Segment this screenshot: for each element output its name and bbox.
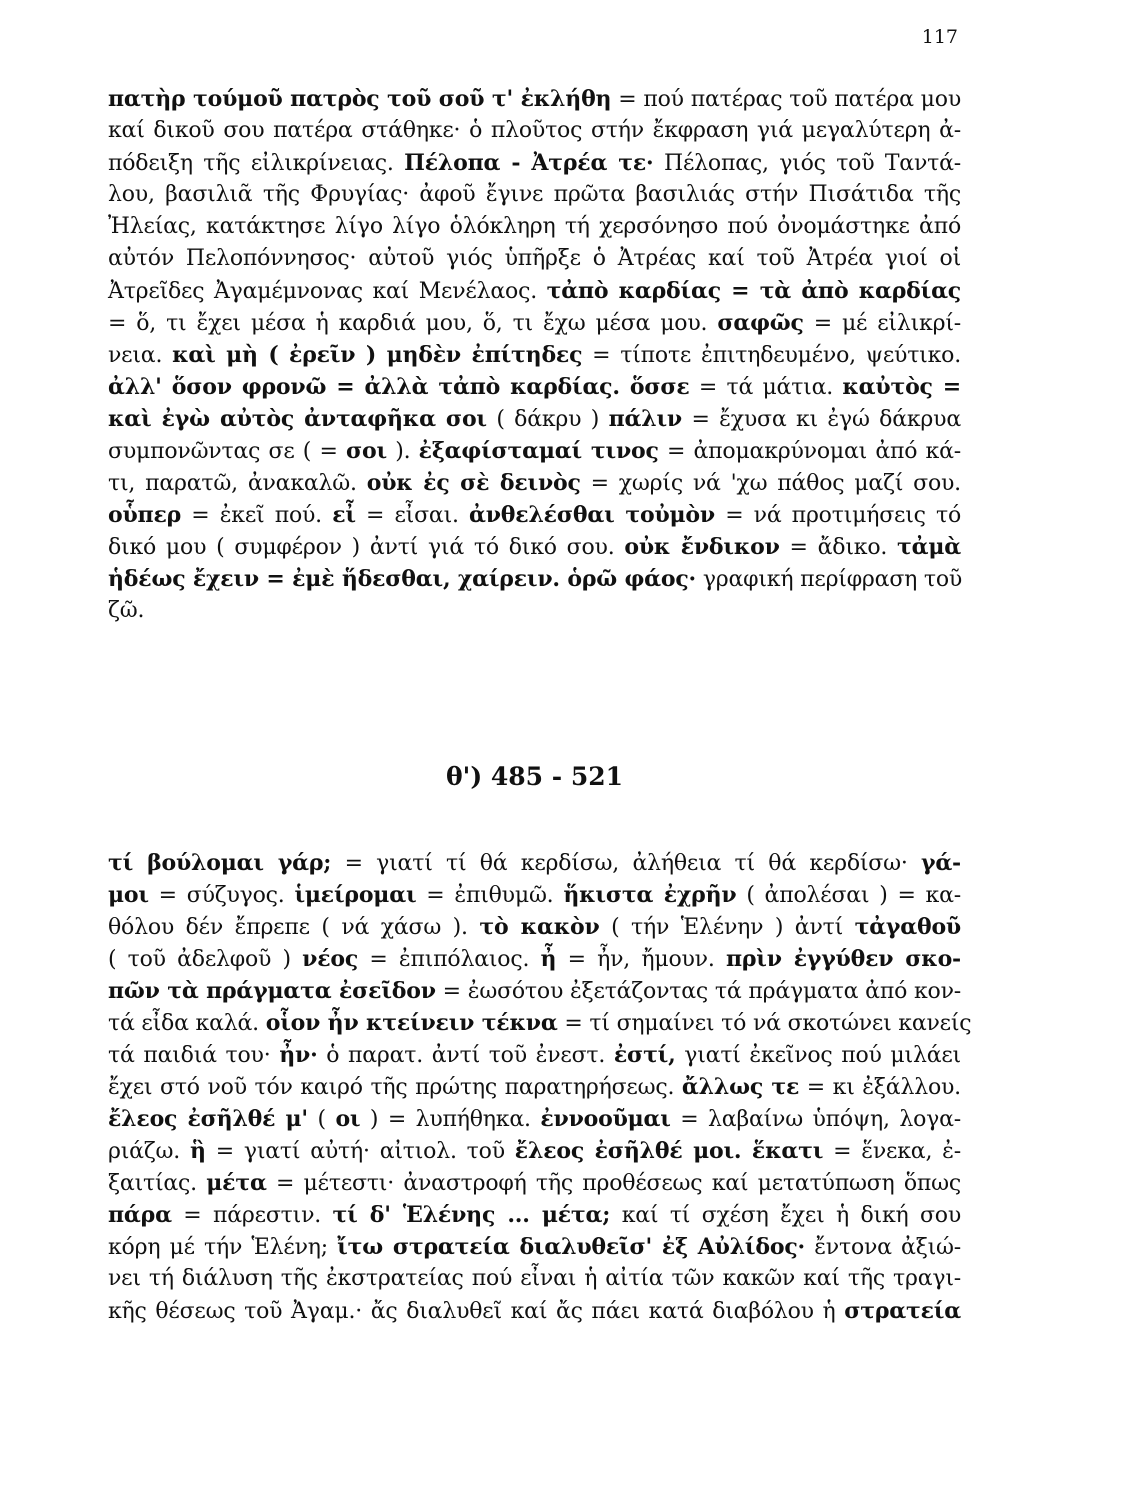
gloss-text: συμπονῶντας σε ( = bbox=[108, 439, 346, 464]
gloss-text: = κι ἐξάλλου. bbox=[799, 1075, 961, 1100]
text-line bbox=[108, 115, 961, 147]
lemma-term: ἀνθελέσθαι τοὐμὸν bbox=[469, 502, 715, 528]
lemma-term: τἀμὰ bbox=[897, 534, 961, 560]
gloss-text: Ἠλείας, κατάκτησε λίγο λίγο ὁλόκληρη τή χερσόνησο πού ὀνομάστηκε ἀπό bbox=[108, 214, 961, 239]
gloss-text: = ἐωσότου ἐξετάζοντας τά πράγματα ἀπό κον- bbox=[435, 979, 961, 1004]
gloss-text: = μέτεστι· ἀναστροφή τῆς προθέσεως καί μετατύπωση ὅπως bbox=[266, 1171, 961, 1196]
gloss-text: θόλου δέν ἔπρεπε ( νά χάσω ). bbox=[108, 915, 480, 940]
text-line bbox=[108, 211, 961, 243]
lemma-term: ἀλλ' ὅσον φρονῶ = ἀλλὰ τἀπὸ καρδίας. ὅσσε bbox=[108, 374, 690, 400]
lemma-term: καὐτὸς = bbox=[842, 374, 961, 400]
gloss-text: νει τή διάλυση τῆς ἐκστρατείας πού εἶναι ἡ αἰτία τῶν κακῶν καί τῆς τραγι- bbox=[108, 1266, 961, 1291]
gloss-text: = γιατί τί θά κερδίσω, ἀλήθεια τί θά κερδίσω· bbox=[331, 851, 921, 876]
gloss-text: ). bbox=[386, 439, 419, 464]
gloss-text: = πάρεστιν. bbox=[171, 1203, 333, 1228]
text-line bbox=[108, 435, 961, 467]
commentary-block-2 bbox=[108, 847, 972, 1327]
gloss-text: = πού πατέρας τοῦ πατέρα μου bbox=[611, 87, 961, 112]
lemma-term: ἐστί, bbox=[613, 1042, 676, 1068]
gloss-text: = ὅ, τι ἔχει μέσα ἡ καρδιά μου, ὅ, τι ἔχω μέσα μου. bbox=[108, 311, 718, 336]
commentary-block-1 bbox=[108, 83, 961, 627]
lemma-term: ἡδέως ἔχειν = ἐμὲ ἥδεσθαι, χαίρειν. ὁρῶ φάος· bbox=[108, 566, 697, 592]
text-line bbox=[108, 275, 961, 307]
gloss-text: = ἀπομακρύνομαι ἀπό κά- bbox=[658, 439, 962, 464]
lemma-term: οὐκ ἐς σὲ δεινὸς bbox=[366, 470, 581, 496]
lemma-term: οὗπερ bbox=[108, 502, 182, 528]
lemma-term: ἦν· bbox=[279, 1042, 318, 1068]
text-line bbox=[108, 1263, 961, 1295]
text-line bbox=[108, 943, 961, 975]
lemma-term: πρὶν ἐγγύθεν σκο- bbox=[725, 946, 961, 972]
text-line bbox=[108, 467, 961, 499]
lemma-term: πάρα bbox=[108, 1202, 172, 1228]
text-line bbox=[108, 243, 961, 275]
lemma-term: στρατεία bbox=[844, 1298, 961, 1324]
text-line bbox=[108, 911, 961, 943]
gloss-text: τά εἶδα καλά. bbox=[108, 1011, 266, 1036]
lemma-term: Πέλοπα - Ἀτρέα τε· bbox=[404, 150, 654, 176]
text-line bbox=[108, 595, 961, 627]
gloss-text: καί δικοῦ σου πατέρα στάθηκε· ὁ πλοῦτος στήν ἔκφραση γιά μεγαλύτερη ἀ- bbox=[108, 118, 961, 143]
gloss-text: ( τήν Ἑλένην ) ἀντί bbox=[599, 915, 855, 940]
lemma-term: τί δ' Ἑλένης ... μέτα; bbox=[332, 1202, 611, 1228]
gloss-text: ( bbox=[307, 1107, 336, 1132]
gloss-text: = ἐκεῖ πού. bbox=[181, 503, 333, 528]
text-line bbox=[108, 563, 961, 595]
gloss-text: = τί σημαίνει τό νά σκοτώνει κανείς bbox=[557, 1011, 972, 1036]
gloss-text: γιατί ἐκεῖνος πού μιλάει bbox=[675, 1043, 961, 1068]
gloss-text: ( τοῦ ἀδελφοῦ ) bbox=[108, 947, 303, 972]
lemma-term: τἀπὸ καρδίας = τὰ ἀπὸ καρδίας bbox=[546, 278, 962, 304]
gloss-text: αὐτόν Πελοπόννησος· αὐτοῦ γιός ὑπῆρξε ὁ Ἀτρέας καί τοῦ Ἀτρέα γιοί οἱ bbox=[108, 246, 961, 271]
text-line bbox=[108, 179, 961, 211]
lemma-term: μέτα bbox=[206, 1170, 267, 1196]
gloss-text: = λαβαίνω ὑπόψη, λογα- bbox=[670, 1107, 961, 1132]
lemma-term: ἣ bbox=[190, 1138, 206, 1164]
lemma-term: ἔλεος ἐσῆλθέ μ' bbox=[108, 1106, 308, 1132]
gloss-text: γραφική περίφραση τοῦ bbox=[696, 567, 963, 592]
gloss-text: = νά προτιμήσεις τό bbox=[714, 503, 961, 528]
gloss-text: νεια. bbox=[108, 343, 173, 368]
gloss-text: = μέ εἰλικρί- bbox=[803, 311, 961, 336]
gloss-text: = εἶσαι. bbox=[355, 503, 469, 528]
gloss-text: = τίποτε ἐπιτηδευμένο, ψεύτικο. bbox=[582, 343, 961, 368]
lemma-term: καὶ μὴ ( ἐρεῖν ) μηδὲν ἐπίτηδες bbox=[172, 342, 583, 368]
gloss-text: = ἕνεκα, ἐ- bbox=[823, 1139, 961, 1164]
text-line bbox=[108, 1135, 961, 1167]
gloss-text: ἔντονα ἀξιώ- bbox=[805, 1235, 962, 1260]
text-line bbox=[108, 1295, 961, 1327]
gloss-text: Ἀτρεῖδες Ἀγαμέμνονας καί Μενέλαος. bbox=[108, 279, 547, 304]
lemma-term: νέος bbox=[302, 946, 359, 972]
lemma-term: ἱμείρομαι bbox=[294, 882, 417, 908]
lemma-term: ἐξαφίσταμαί τινος bbox=[418, 438, 659, 464]
text-line bbox=[108, 147, 961, 179]
text-line bbox=[108, 1007, 972, 1039]
gloss-text: λου, βασιλιᾶ τῆς Φρυγίας· ἀφοῦ ἔγινε πρῶτα βασιλιάς στήν Πισάτιδα τῆς bbox=[108, 182, 961, 207]
gloss-text: Πέλοπας, γιός τοῦ Ταντά- bbox=[653, 151, 961, 176]
lemma-term: πάλιν bbox=[608, 406, 682, 432]
lemma-term: ἐννοοῦμαι bbox=[540, 1106, 671, 1132]
gloss-text: τά παιδιά του· bbox=[108, 1043, 280, 1068]
lemma-term: μοι bbox=[108, 882, 149, 908]
gloss-text: ζῶ. bbox=[108, 598, 145, 623]
gloss-text: κόρη μέ τήν Ἑλένη; bbox=[108, 1235, 338, 1260]
lemma-term: ἴτω στρατεία διαλυθεῖσ' ἐξ Αὐλίδος· bbox=[337, 1234, 805, 1260]
gloss-text: πόδειξη τῆς εἰλικρίνειας. bbox=[108, 151, 405, 176]
gloss-text: τι, παρατῶ, ἀνακαλῶ. bbox=[108, 471, 367, 496]
gloss-text: = τά μάτια. bbox=[689, 375, 843, 400]
lemma-term: ἥκιστα ἐχρῆν bbox=[563, 882, 737, 908]
lemma-term: καὶ ἐγὼ αὐτὸς ἀνταφῆκα σοι bbox=[108, 406, 487, 432]
text-line bbox=[108, 975, 961, 1007]
lemma-term: τὸ κακὸν bbox=[479, 914, 600, 940]
text-line bbox=[108, 1231, 961, 1263]
gloss-text: = γιατί αὐτή· αἰτιολ. τοῦ bbox=[205, 1139, 515, 1164]
gloss-text: = ἦν, ἤμουν. bbox=[556, 947, 726, 972]
text-line bbox=[108, 847, 961, 879]
gloss-text: ( δάκρυ ) bbox=[486, 407, 609, 432]
gloss-text: δικό μου ( συμφέρον ) ἀντί γιά τό δικό σου. bbox=[108, 535, 625, 560]
gloss-text: = σύζυγος. bbox=[148, 883, 295, 908]
lemma-term: σαφῶς bbox=[717, 310, 804, 336]
text-line bbox=[108, 339, 961, 371]
lemma-term: οὐκ ἔνδικον bbox=[624, 534, 780, 560]
gloss-text: ) = λυπήθηκα. bbox=[360, 1107, 541, 1132]
text-line bbox=[108, 1103, 961, 1135]
lemma-term: οι bbox=[335, 1106, 361, 1132]
gloss-text: ξαιτίας. bbox=[108, 1171, 207, 1196]
gloss-text: ὁ παρατ. ἀντί τοῦ ἐνεστ. bbox=[317, 1043, 614, 1068]
lemma-term: ἔλεος ἐσῆλθέ μοι. ἕκατι bbox=[514, 1138, 824, 1164]
lemma-term: σοι bbox=[345, 438, 387, 464]
gloss-text: = ἐπιπόλαιος. bbox=[358, 947, 541, 972]
text-line bbox=[108, 83, 961, 115]
lemma-term: πατὴρ τούμοῦ πατρὸς τοῦ σοῦ τ' ἐκλήθη bbox=[108, 86, 612, 112]
section-heading: θ') 485 - 521 bbox=[445, 762, 623, 791]
gloss-text: = χωρίς νά 'χω πάθος μαζί σου. bbox=[580, 471, 961, 496]
lemma-term: πῶν τὰ πράγματα ἐσεῖδον bbox=[108, 978, 436, 1004]
text-line bbox=[108, 1167, 961, 1199]
lemma-term: γά- bbox=[921, 850, 961, 876]
page-number: 117 bbox=[921, 26, 958, 48]
text-line bbox=[108, 1039, 961, 1071]
gloss-text: = ἄδικο. bbox=[779, 535, 898, 560]
text-line bbox=[108, 531, 961, 563]
text-line bbox=[108, 1199, 961, 1231]
text-line bbox=[108, 371, 961, 403]
text-line bbox=[108, 879, 961, 911]
gloss-text: ἔχει στό νοῦ τόν καιρό τῆς πρώτης παρατηρήσεως. bbox=[108, 1075, 682, 1100]
lemma-term: ἄλλως τε bbox=[681, 1074, 800, 1100]
gloss-text: = ἔχυσα κι ἐγώ δάκρυα bbox=[682, 407, 961, 432]
lemma-term: οἷον ἦν κτείνειν τέκνα bbox=[265, 1010, 558, 1036]
lemma-term: εἶ bbox=[332, 502, 356, 528]
gloss-text: ( ἀπολέσαι ) = κα- bbox=[736, 883, 961, 908]
gloss-text: καί τί σχέση ἔχει ἡ δική σου bbox=[610, 1203, 961, 1228]
lemma-term: τί βούλομαι γάρ; bbox=[108, 850, 332, 876]
lemma-term: τἀγαθοῦ bbox=[854, 914, 961, 940]
gloss-text: ριάζω. bbox=[108, 1139, 190, 1164]
lemma-term: ἦ bbox=[540, 946, 557, 972]
text-line bbox=[108, 307, 961, 339]
text-line bbox=[108, 1071, 961, 1103]
gloss-text: = ἐπιθυμῶ. bbox=[416, 883, 564, 908]
gloss-text: κῆς θέσεως τοῦ Ἀγαμ.· ἄς διαλυθεῖ καί ἄς πάει κατά διαβόλου ἡ bbox=[108, 1299, 845, 1324]
text-line bbox=[108, 499, 961, 531]
text-line bbox=[108, 403, 961, 435]
